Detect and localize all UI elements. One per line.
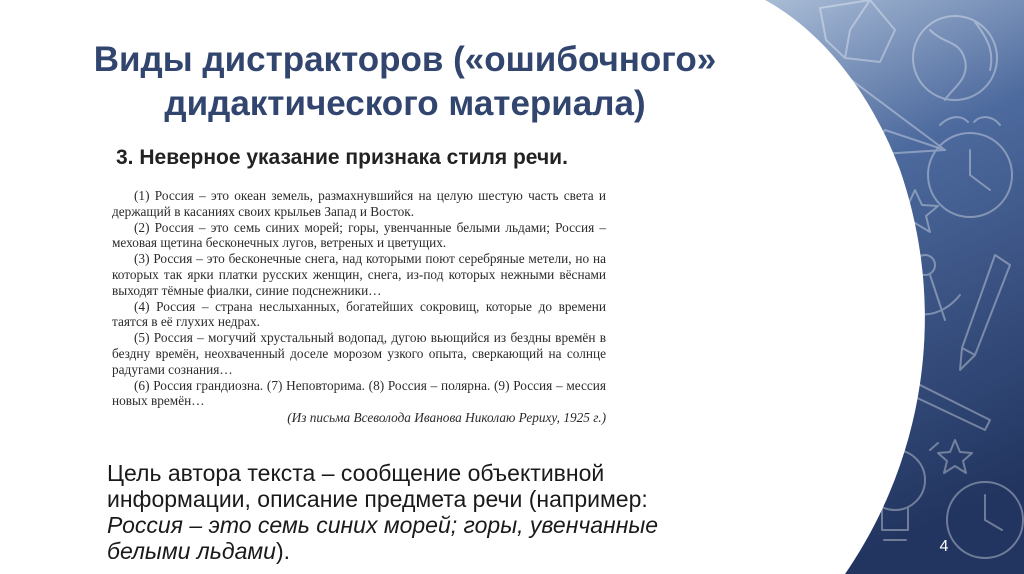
excerpt-paragraph: (5) Россия – могучий хрустальный водопад, дугою вьющийся из бездны времён в бездну времён, неохваченный доселе морозом узкого опыта, сверкающий на солнце радугами сознания… <box>112 330 606 377</box>
slide-subtitle: 3. Неверное указание признака стиля речи. <box>116 146 568 169</box>
excerpt-paragraph: (6) Россия грандиозна. (7) Неповторима. (8) Россия – полярна. (9) Россия – мессия новых времён… <box>112 377 606 409</box>
conclusion-text-after: ). <box>275 538 291 564</box>
excerpt-paragraph: (4) Россия – страна неслыханных, богатейших сокровищ, которые до времени таятся в её глухих недрах. <box>112 298 606 330</box>
text-excerpt <box>112 188 606 426</box>
excerpt-source: (Из письма Всеволода Иванова Николаю Рериху, 1925 г.) <box>287 410 606 426</box>
conclusion-example: Россия – это семь синих морей; горы, увенчанные белыми льдами <box>107 512 659 564</box>
conclusion-text-before: Цель автора текста – сообщение объективной информации, описание предмета речи (например: <box>107 460 648 512</box>
excerpt-paragraph: (3) Россия – это бесконечные снега, над которыми поют серебряные метели, но на которых так ярки платки русских женщин, снега, из-под которых нежными вёснами выходят тёмные фиалки, синие подснежники… <box>112 251 606 298</box>
conclusion-text <box>107 460 727 564</box>
slide-title: Виды дистракторов («ошибочного» дидактического материала) <box>93 40 717 123</box>
excerpt-paragraph: (1) Россия – это океан земель, размахнувшийся на целую шестую часть света и держащий в касаниях своих крыльев Запад и Восток. <box>112 188 606 219</box>
excerpt-paragraph: (2) Россия – это семь синих морей; горы, увенчанные белыми льдами; Россия – меховая щетина бесконечных лугов, ветреных и цветущих. <box>112 219 606 251</box>
page-number: 4 <box>939 538 949 555</box>
